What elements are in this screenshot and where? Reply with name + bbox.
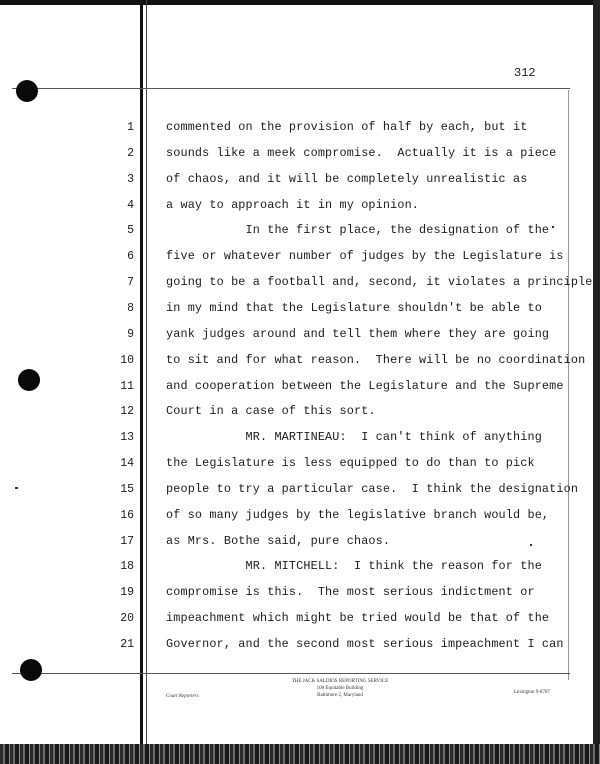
right-margin-rule — [568, 90, 569, 680]
left-margin-rule — [140, 0, 143, 744]
transcript-line: people to try a particular case. I think the designation — [166, 482, 579, 496]
scan-speck — [552, 226, 554, 228]
binder-hole-middle — [18, 369, 40, 391]
line-number: 15 — [120, 483, 134, 496]
line-number: 10 — [120, 354, 134, 367]
binder-hole-bottom — [20, 659, 42, 681]
transcript-line: going to be a football and, second, it violates a principle — [166, 275, 593, 289]
line-number: 7 — [127, 276, 134, 289]
footer-service-name: THE JACK SALDIOS REPORTING SERVICE — [291, 679, 389, 684]
binder-hole-top — [16, 80, 38, 102]
transcript-line: MR. MITCHELL: I think the reason for the — [166, 559, 542, 573]
left-margin-rule-inner — [146, 0, 147, 744]
scan-speck — [15, 487, 18, 489]
line-number: 13 — [120, 431, 134, 444]
transcript-line: commented on the provision of half by each, but it — [166, 120, 528, 134]
transcript-line: impeachment which might be tried would be that of the — [166, 611, 550, 625]
footer-rule — [12, 673, 570, 674]
scan-right-edge — [593, 0, 600, 764]
line-number: 8 — [127, 302, 134, 315]
line-number: 20 — [120, 612, 134, 625]
transcript-line: a way to approach it in my opinion. — [166, 198, 420, 212]
transcript-line: compromise is this. The most serious indictment or — [166, 585, 535, 599]
line-number: 6 — [127, 250, 134, 263]
transcript-line: MR. MARTINEAU: I can't think of anything — [166, 430, 542, 444]
line-number: 9 — [127, 328, 134, 341]
transcript-line: of chaos, and it will be completely unrealistic as — [166, 172, 528, 186]
footer-court-reporters: Court Reporters — [166, 694, 199, 699]
transcript-line: five or whatever number of judges by the Legislature is — [166, 249, 564, 263]
footer-reporting-service — [250, 678, 430, 699]
line-number: 12 — [120, 405, 134, 418]
line-number: 14 — [120, 457, 134, 470]
transcript-line: as Mrs. Bothe said, pure chaos. — [166, 534, 391, 548]
scan-speck — [530, 544, 532, 546]
transcript-line: In the first place, the designation of the — [166, 223, 550, 237]
line-number: 3 — [127, 173, 134, 186]
transcript-line: in my mind that the Legislature shouldn't be able to — [166, 301, 542, 315]
transcript-line: sounds like a meek compromise. Actually it is a piece — [166, 146, 557, 160]
transcript-line: and cooperation between the Legislature and the Supreme — [166, 379, 564, 393]
scan-top-edge — [0, 0, 600, 5]
line-number: 16 — [120, 509, 134, 522]
header-rule — [12, 88, 570, 89]
line-number: 19 — [120, 586, 134, 599]
scan-bottom-edge — [0, 744, 600, 764]
line-number: 21 — [120, 638, 134, 651]
line-number: 4 — [127, 199, 134, 212]
footer-phone: Lexington 9-8787 — [514, 690, 550, 695]
line-number: 18 — [120, 560, 134, 573]
line-number: 1 — [127, 121, 134, 134]
transcript-line: Court in a case of this sort. — [166, 404, 376, 418]
line-number: 2 — [127, 147, 134, 160]
page-number: 312 — [514, 66, 536, 80]
transcript-line: of so many judges by the legislative branch would be, — [166, 508, 550, 522]
line-number: 17 — [120, 535, 134, 548]
footer-address: 100 Equitable Building — [316, 686, 364, 691]
transcript-line: the Legislature is less equipped to do than to pick — [166, 456, 535, 470]
transcript-line: Governor, and the second most serious impeachment I can — [166, 637, 564, 651]
footer-city: Baltimore 2, Maryland — [317, 693, 363, 698]
transcript-line: to sit and for what reason. There will be no coordination — [166, 353, 586, 367]
line-number: 5 — [127, 224, 134, 237]
transcript-line: yank judges around and tell them where they are going — [166, 327, 550, 341]
line-number: 11 — [120, 380, 134, 393]
